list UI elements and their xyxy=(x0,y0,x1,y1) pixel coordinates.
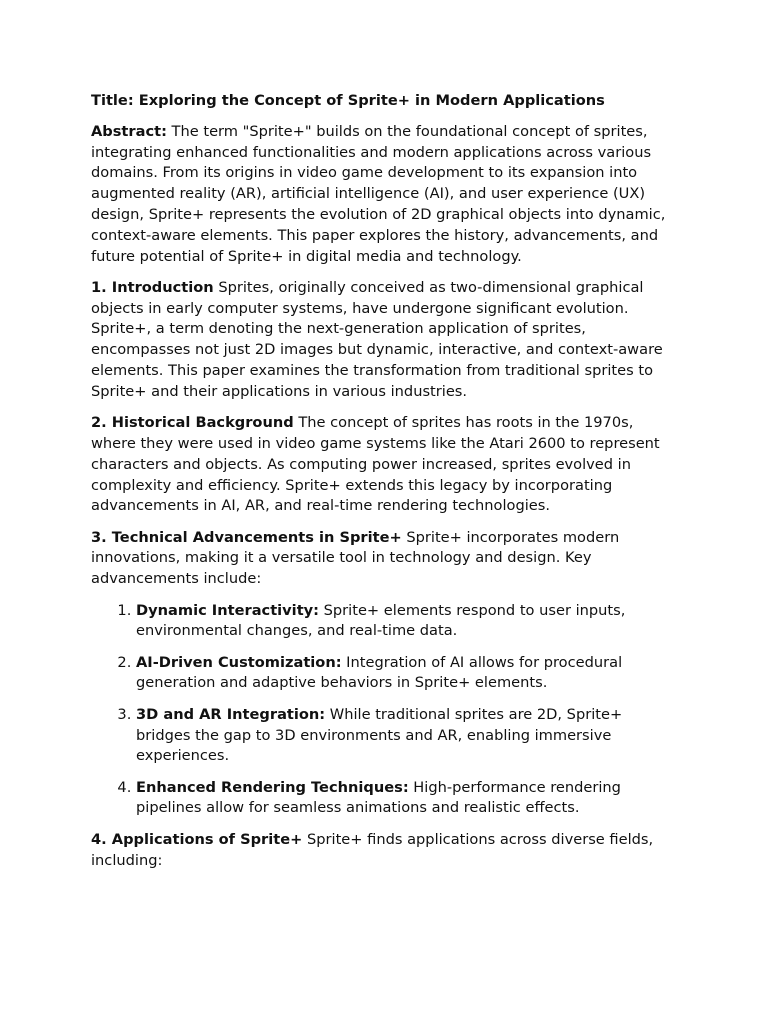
section-applications xyxy=(91,830,681,872)
list-item-text: Sprite+ elements respond to user inputs, environmental changes, and real-time data. xyxy=(136,601,626,640)
list-item-label: 3D and AR Integration: xyxy=(136,705,326,723)
section-heading: 2. Historical Background xyxy=(91,414,294,432)
advancements-list xyxy=(91,601,681,820)
section-introduction xyxy=(91,278,681,403)
section-text: The concept of sprites has roots in the 1970s, where they were used in video game systems like the Atari 2600 to represent characters and objects. As computing power increased, sprites evolved in complexity and efficiency. Sprite+ extends this legacy by incorporating advancements in AI, AR, and real-time rendering technologies. xyxy=(91,414,660,515)
list-item xyxy=(136,778,681,820)
document-page xyxy=(91,91,681,882)
list-item-label: Enhanced Rendering Techniques: xyxy=(136,778,409,796)
list-item xyxy=(136,705,681,767)
document-title: Title: Exploring the Concept of Sprite+ in Modern Applications xyxy=(91,92,605,109)
section-text: Sprite+ incorporates modern innovations, making it a versatile tool in technology and design. Key advancements include: xyxy=(91,528,620,588)
section-heading: 3. Technical Advancements in Sprite+ xyxy=(91,528,402,546)
list-item-text: Integration of AI allows for procedural generation and adaptive behaviors in Sprite+ elements. xyxy=(136,653,623,692)
abstract-paragraph xyxy=(91,122,681,268)
abstract-text: The term "Sprite+" builds on the foundational concept of sprites, integrating enhanced functionalities and modern applications across various domains. From its origins in video game development to its expansion into augmented reality (AR), artificial intelligence (AI), and user experience (UX) design, Sprite+ represents the evolution of 2D graphical objects into dynamic, context-aware elements. This paper explores the history, advancements, and future potential of Sprite+ in digital media and technology. xyxy=(91,122,666,265)
list-item-label: AI-Driven Customization: xyxy=(136,653,342,671)
section-technical-advancements xyxy=(91,528,681,590)
list-item-label: Dynamic Interactivity: xyxy=(136,601,320,619)
section-heading: 1. Introduction xyxy=(91,278,214,296)
section-historical-background xyxy=(91,413,681,517)
section-heading: 4. Applications of Sprite+ xyxy=(91,830,303,848)
list-item xyxy=(136,653,681,695)
list-item xyxy=(136,601,681,643)
abstract-heading: Abstract: xyxy=(91,122,167,140)
list-item-text: While traditional sprites are 2D, Sprite+ bridges the gap to 3D environments and AR, enabling immersive experiences. xyxy=(136,705,623,765)
section-text: Sprites, originally conceived as two-dimensional graphical objects in early computer systems, have undergone significant evolution. Sprite+, a term denoting the next-generation application of sprites, encompasses not just 2D images but dynamic, interactive, and context-aware elements. This paper examines the transformation from traditional sprites to Sprite+ and their applications in various industries. xyxy=(91,278,663,400)
section-text: Sprite+ finds applications across diverse fields, including: xyxy=(91,830,654,869)
list-item-text: High-performance rendering pipelines allow for seamless animations and realistic effects. xyxy=(136,778,621,817)
